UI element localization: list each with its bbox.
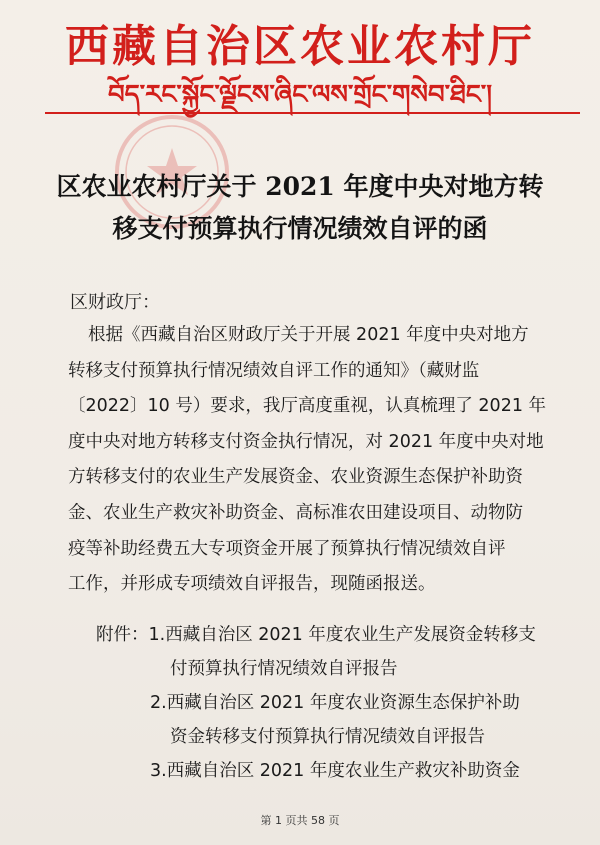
body-line: 金、农业生产救灾补助资金、高标准农田建设项目、动物防 [68, 502, 523, 523]
attachment-item: 资金转移支付预算执行情况绩效自评报告 [170, 727, 485, 747]
body-line: 方转移支付的农业生产发展资金、农业资源生态保护补助资 [68, 467, 523, 488]
attachment-row [96, 618, 566, 652]
addressee: 区财政厅： [70, 292, 160, 313]
attachments-list [96, 618, 566, 788]
org-name-chinese: 西藏自治区农业农村厅 [65, 21, 535, 72]
body-line: 根据《西藏自治区财政厅关于开展 2021 年度中央对地方 [88, 325, 529, 345]
body-line: 转移支付预算执行情况绩效自评工作的通知》（藏财监 [68, 360, 480, 381]
body-line: 工作，并形成专项绩效自评报告，现随函报送。 [68, 574, 436, 595]
letter-body [68, 318, 558, 603]
page-number: 第 1 页共 58 页 [260, 814, 340, 827]
attachment-item: 3.西藏自治区 2021 年度农业生产救灾补助资金 [150, 761, 520, 781]
title-line: 移支付预算执行情况绩效自评的函 [112, 214, 488, 243]
body-line: 度中央对地方转移支付资金执行情况，对 2021 年度中央对地 [68, 431, 544, 452]
body-line: 〔2022〕10 号）要求，我厅高度重视，认真梳理了 2021 年 [68, 396, 547, 417]
attachment-item: 2.西藏自治区 2021 年度农业资源生态保护补助 [150, 693, 520, 713]
attachments-label: 附件： [96, 625, 149, 645]
document-title [40, 166, 560, 250]
title-line: 区农业农村厅关于 2021 年度中央对地方转 [56, 172, 544, 201]
org-name-tibetan: བོད་རང་སྐྱོང་ལྗོངས་ཞིང་ལས་གྲོང་གསེབ་ཐིང་། [107, 80, 493, 110]
attachment-item: 付预算执行情况绩效自评报告 [170, 659, 398, 679]
attachment-item: 1.西藏自治区 2021 年度农业生产发展资金转移支 [148, 625, 536, 645]
body-line: 疫等补助经费五大专项资金开展了预算执行情况绩效自评 [68, 538, 506, 559]
